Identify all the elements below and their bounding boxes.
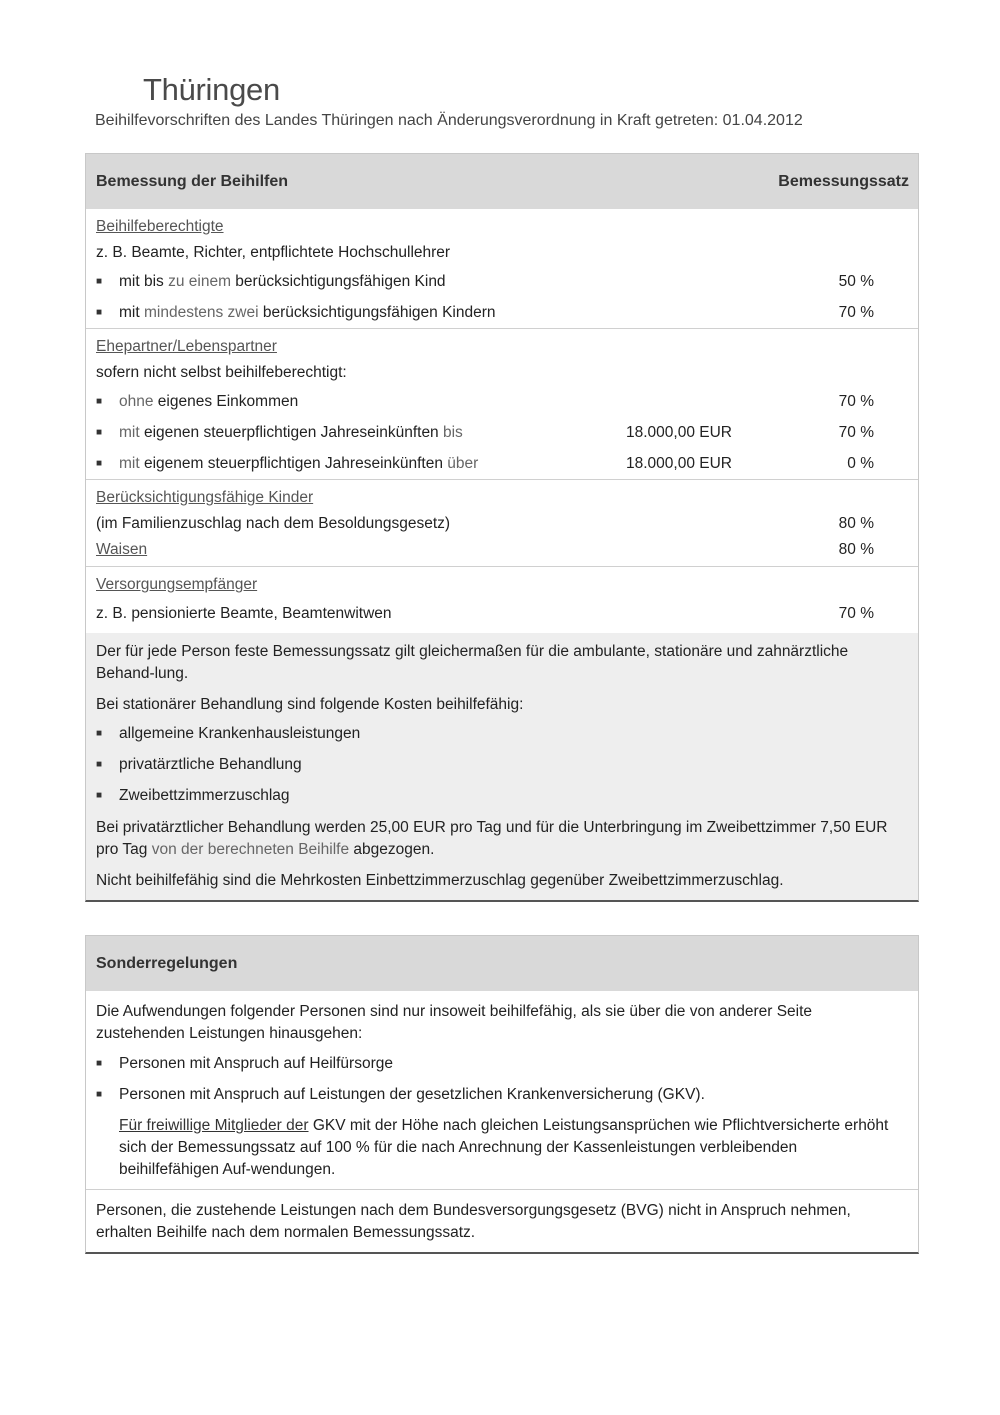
versorgung-section: [86, 567, 918, 633]
sonder-heading: Sonderregelungen: [96, 954, 238, 972]
list-item: ■ Zweibettzimmerzuschlag: [96, 780, 898, 811]
versorgung-row: [96, 598, 918, 629]
bullet-icon: ■: [96, 728, 103, 739]
ehepartner-title: Ehepartner/Lebenspartner: [96, 338, 277, 355]
ehepartner-section: [86, 329, 918, 480]
bemessung-header: [86, 154, 918, 209]
sonder-panel: [85, 935, 919, 1254]
list-item: ■ Personen mit Anspruch auf Heilfürsorge: [96, 1048, 898, 1079]
sonder-section: [86, 991, 918, 1190]
bullet-icon: ■: [96, 759, 103, 770]
list-item: ■ mit eigenem steuerpflichtigen Jahreseinkünften über 18.000,00 EUR 0 %: [96, 448, 918, 479]
percent-value: 80 %: [838, 541, 874, 558]
note-paragraph: Bei stationärer Behandlung sind folgende Kosten beihilfefähig:: [96, 696, 524, 713]
bullet-icon: ■: [96, 396, 103, 407]
list-item: ■ mit eigenen steuerpflichtigen Jahreseinkünften bis 18.000,00 EUR 70 %: [96, 417, 918, 448]
list-item: ■ Personen mit Anspruch auf Leistungen der gesetzlichen Krankenversicherung (GKV).: [96, 1079, 898, 1110]
bullet-icon: ■: [96, 427, 103, 438]
percent-value: 80 %: [838, 515, 874, 532]
waisen-row: [96, 537, 918, 563]
ehepartner-desc: sofern nicht selbst beihilfeberechtigt:: [96, 364, 347, 381]
beihilfeberechtigte-section: [86, 209, 918, 329]
bullet-icon: ■: [96, 307, 103, 318]
notes-block: [86, 633, 918, 900]
bvg-section: [86, 1190, 918, 1252]
percent-value: 70 %: [838, 605, 874, 622]
percent-value: 70 %: [838, 304, 874, 321]
bullet-icon: ■: [96, 1058, 103, 1069]
kinder-section: [86, 480, 918, 567]
versorgung-title: Versorgungsempfänger: [96, 576, 258, 593]
sonder-header: [86, 936, 918, 991]
note-paragraph: Bei privatärztlicher Behandlung werden 25,00 EUR pro Tag und für die Unterbringung im Zweibettzimmer 7,50 EUR pro Tag von der berechneten Beihilfe abgezogen.: [96, 819, 888, 858]
percent-value: 70 %: [838, 393, 874, 410]
bemessung-panel: [85, 153, 919, 902]
kinder-row: [96, 511, 918, 537]
bullet-icon: ■: [96, 790, 103, 801]
waisen-title: Waisen: [96, 541, 148, 558]
percent-value: 0 %: [847, 455, 874, 472]
beihilfeberechtigte-desc: z. B. Beamte, Richter, entpflichtete Hochschullehrer: [96, 244, 451, 261]
kinder-desc: (im Familienzuschlag nach dem Besoldungsgesetz): [96, 515, 451, 532]
bemessung-heading: Bemessung der Beihilfen: [96, 172, 289, 190]
list-item: ■ privatärztliche Behandlung: [96, 749, 898, 780]
note-paragraph: Der für jede Person feste Bemessungssatz gilt gleichermaßen für die ambulante, stationäre und zahnärztliche Behand-lung.: [96, 643, 849, 682]
percent-value: 50 %: [838, 273, 874, 290]
beihilfeberechtigte-title: Beihilfeberechtigte: [96, 218, 224, 235]
page-subtitle: Beihilfevorschriften des Landes Thüringen nach Änderungsverordnung in Kraft getreten: 01.04.2012: [95, 112, 803, 129]
bullet-icon: ■: [96, 1089, 103, 1100]
note-paragraph: Nicht beihilfefähig sind die Mehrkosten Einbettzimmerzuschlag gegenüber Zweibettzimmerzuschlag.: [96, 872, 784, 889]
bullet-icon: ■: [96, 458, 103, 469]
page-title: Thüringen: [143, 72, 280, 107]
bvg-note: Personen, die zustehende Leistungen nach dem Bundesversorgungsgesetz (BVG) nicht in Anspruch nehmen, erhalten Beihilfe nach dem normalen Bemessungssatz.: [96, 1202, 851, 1241]
list-item: ■ mit bis zu einem berücksichtigungsfähigen Kind 50 %: [96, 266, 918, 297]
gkv-link: Für freiwillige Mitglieder der: [119, 1117, 309, 1134]
sonder-intro: Die Aufwendungen folgender Personen sind nur insoweit beihilfefähig, als sie über die von anderer Seite zustehenden Leistungen hinausgehen:: [96, 1003, 813, 1042]
percent-value: 70 %: [838, 424, 874, 441]
bemessungssatz-heading: Bemessungssatz: [778, 172, 909, 190]
gkv-note: Für freiwillige Mitglieder der GKV mit der Höhe nach gleichen Leistungsansprüchen wie Pflichtversicherte erhöht sich der Bemessungssatz auf 100 % für die nach Anrechnung der Kassenleistungen verbleibenden beihilfefähigen Auf-wendungen.: [119, 1117, 889, 1178]
kinder-title: Berücksichtigungsfähige Kinder: [96, 489, 314, 506]
versorgung-desc: z. B. pensionierte Beamte, Beamtenwitwen: [96, 605, 392, 622]
amount-value: 18.000,00 EUR: [626, 455, 732, 472]
list-item: ■ allgemeine Krankenhausleistungen: [96, 718, 898, 749]
amount-value: 18.000,00 EUR: [626, 424, 732, 441]
bullet-icon: ■: [96, 276, 103, 287]
list-item: ■ ohne eigenes Einkommen 70 %: [96, 386, 918, 417]
list-item: ■ mit mindestens zwei berücksichtigungsfähigen Kindern 70 %: [96, 297, 918, 328]
